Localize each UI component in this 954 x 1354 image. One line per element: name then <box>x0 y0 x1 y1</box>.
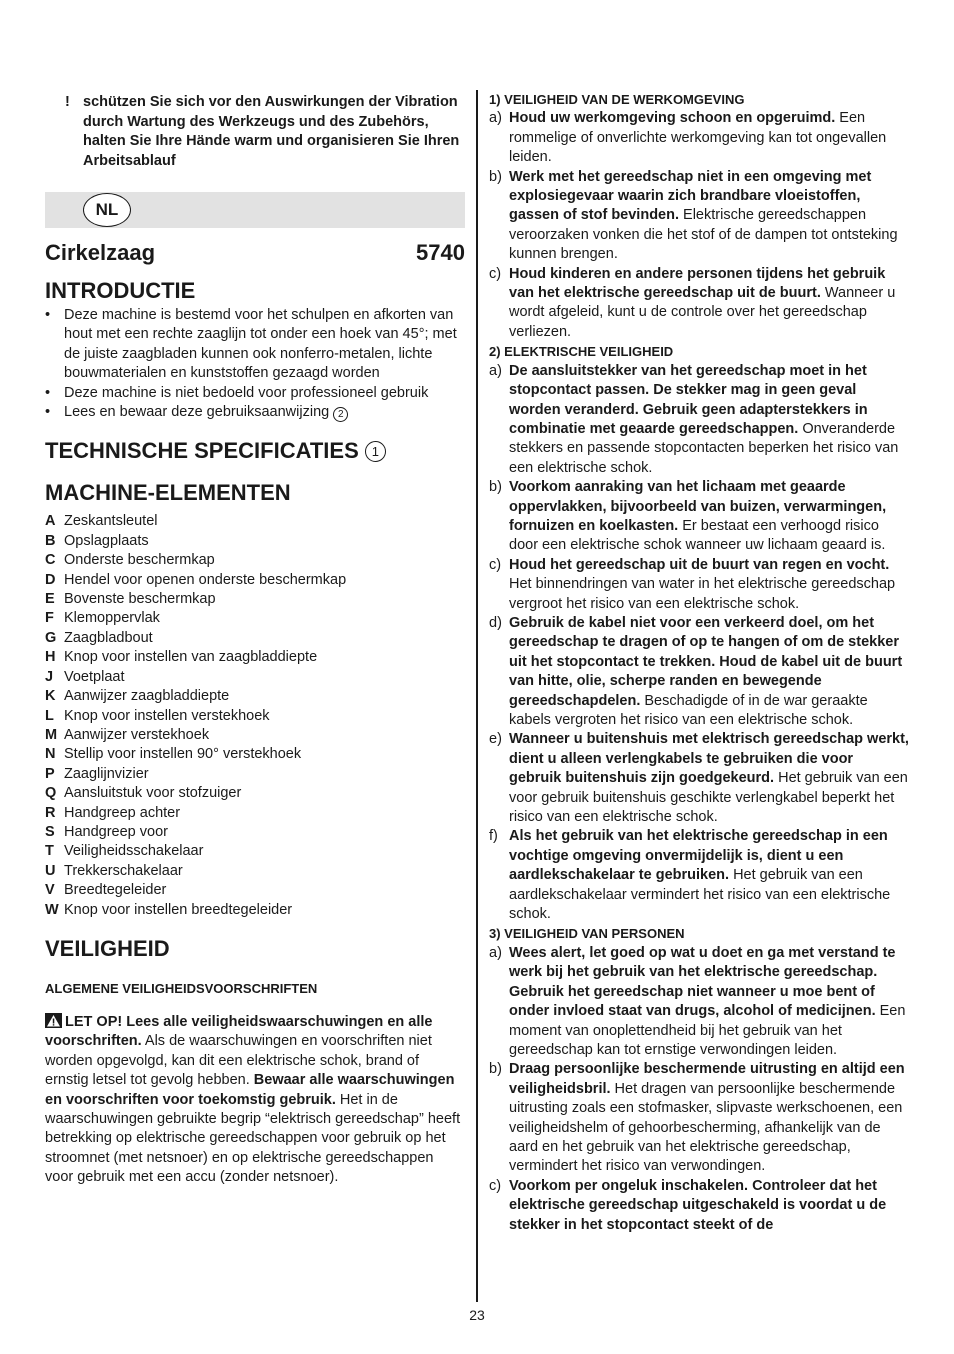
vibration-warning-text: schützen Sie sich vor den Auswirkungen der Vibration durch Wartung des Werkzeugs und des Zubehörs, halten Sie Ihre Hände warm und organisieren Sie Ihren Arbeitsablauf <box>83 94 460 169</box>
part-letter: C <box>45 552 56 569</box>
part-letter: A <box>45 513 56 530</box>
figure-ref: 1 <box>365 441 386 462</box>
machine-elements-heading: MACHINE-ELEMENTEN <box>45 480 291 506</box>
item-label: e) <box>489 731 502 748</box>
part-letter: T <box>45 843 54 860</box>
part-row <box>45 609 465 628</box>
parts-list <box>45 512 465 920</box>
part-letter: F <box>45 610 54 627</box>
list-item <box>489 1177 909 1235</box>
part-row <box>45 842 465 861</box>
list-item <box>489 556 909 614</box>
part-row <box>45 707 465 726</box>
product-title <box>45 240 465 266</box>
part-label: Voetplaat <box>64 668 125 685</box>
list-item <box>489 944 909 1060</box>
part-row <box>45 590 465 609</box>
part-row <box>45 648 465 667</box>
part-letter: D <box>45 571 56 588</box>
item-text: Voorkom aanraking van het lichaam met geaarde oppervlakken, bijvoorbeeld van buizen, verwarmingen, fornuizen en koelkasten. Er bestaat een verhoogd risico door een elektrische schok wanneer uw lichaam geaard is. <box>509 479 887 554</box>
part-label: Zeskantsleutel <box>64 513 158 530</box>
part-row <box>45 901 465 920</box>
item-label: c) <box>489 265 502 282</box>
section-2-list <box>489 362 909 925</box>
safety-intro-paragraph: LET OP! Lees alle veiligheidswaarschuwingen en alle voorschriften. Als de waarschuwingen en voorschriften niet worden opgevolgd, kan dit een elektrische schok, brand of ernstig letsel tot gevolg hebben. Bewaar alle waarschuwingen en voorschriften voor toekomstig gebruik. Het in de waarschuwingen gebruikte begrip “elektrisch gereedschap” heeft betrekking op elektrische gereedschappen voor gebruik op het stroomnet (met netsnoer) en op elektrische gereedschappen voor gebruik met een accu (zonder netsnoer). <box>45 1013 461 1186</box>
part-letter: S <box>45 823 55 840</box>
part-row <box>45 532 465 551</box>
part-label: Aanwijzer verstekhoek <box>64 726 210 743</box>
veiligheid-heading: VEILIGHEID <box>45 935 170 961</box>
part-row <box>45 745 465 764</box>
item-text: Draag persoonlijke beschermende uitrusting en altijd een veiligheidsbril. Het dragen van persoonlijke beschermende uitrusting zoals een stofmasker, slipvaste werkschoenen, een veiligheidshelm of gehoorbescherming, afhankelijk van de aard en het gebruik van het elektrische gereedschap, vermindert het risico van verwondingen. <box>509 1061 905 1175</box>
item-label: b) <box>489 479 502 496</box>
part-row <box>45 862 465 881</box>
part-label: Klemoppervlak <box>64 610 160 627</box>
part-label: Knop voor instellen breedtegeleider <box>64 901 293 918</box>
part-label: Opslagplaats <box>64 532 149 549</box>
introductie-list <box>45 306 465 422</box>
right-column <box>489 90 909 1235</box>
part-label: Zaagbladbout <box>64 629 153 646</box>
part-row <box>45 765 465 784</box>
part-letter: R <box>45 804 56 821</box>
item-label: b) <box>489 1061 502 1078</box>
product-number: 5740 <box>416 240 465 265</box>
figure-ref: 2 <box>333 407 348 422</box>
part-letter: P <box>45 765 55 782</box>
section-2-heading: 2) ELEKTRISCHE VEILIGHEID <box>489 344 674 360</box>
part-letter: W <box>45 901 59 918</box>
item-text: Voorkom per ongeluk inschakelen. Controleer dat het elektrische gereedschap uitgeschakeld is voordat u de stekker in het stopcontact steekt of de <box>509 1177 887 1233</box>
part-letter: N <box>45 746 56 763</box>
item-text: Houd uw werkomgeving schoon en opgeruimd. Een rommelige of onverlichte werkomgeving kan tot ongevallen leiden. <box>509 110 887 166</box>
part-letter: L <box>45 707 54 724</box>
part-letter: U <box>45 862 56 879</box>
section-1-heading: 1) VEILIGHEID VAN DE WERKOMGEVING <box>489 92 745 107</box>
product-name: Cirkelzaag <box>45 240 156 265</box>
item-text: Houd het gereedschap uit de buurt van regen en vocht. Het binnendringen van water in het elektrische gereedschap vergroot het risico van een elektrische schok. <box>509 556 896 612</box>
part-letter: B <box>45 532 56 549</box>
item-text: De aansluitstekker van het gereedschap moet in het stopcontact passen. De stekker mag in geen geval worden veranderd. Gebruik geen adapterstekkers in combinatie met geaarde gereedschappen. Onveranderde stekkers en passende stopcontacten beperken het risico van een elektrische schok. <box>509 362 899 476</box>
part-label: Knop voor instellen verstekhoek <box>64 707 270 724</box>
item-text: Werk met het gereedschap niet in een omgeving met explosiegevaar waarin zich brandbare vloeistoffen, gassen of stof bevinden. Elektrische gereedschappen veroorzaken vonken die het stof of de dampen tot ontsteking kunnen brengen. <box>509 168 898 263</box>
item-text: Wanneer u buitenshuis met elektrisch gereedschap werkt, dient u alleen verlengkabels te gebruiken die voor gebruik buitenshuis zijn goedgekeurd. Het gebruik van een voor gebruik buitenshuis geschikte verlengkabel beperkt het risico van een elektrische schok. <box>509 731 909 826</box>
part-letter: V <box>45 882 55 899</box>
list-item <box>489 168 909 265</box>
list-item <box>489 614 909 730</box>
part-row <box>45 629 465 648</box>
list-item: • Deze machine is bestemd voor het schulpen en afkorten van hout met een rechte zaaglijn tot onder een hoek van 45°; met de juiste zaagbladen kunnen ook nonferro-metalen, lichte bouwmaterialen en kunststoffen gezaagd worden <box>45 307 457 382</box>
section-3-list <box>489 944 909 1235</box>
list-item <box>489 362 909 478</box>
part-letter: G <box>45 629 57 646</box>
list-item <box>489 1060 909 1176</box>
item-label: a) <box>489 362 502 379</box>
part-label: Handgreep achter <box>64 804 181 821</box>
item-label: b) <box>489 168 502 185</box>
item-label: a) <box>489 944 502 961</box>
part-label: Trekkerschakelaar <box>64 862 183 879</box>
part-row <box>45 668 465 687</box>
list-item <box>489 730 909 827</box>
part-row <box>45 512 465 531</box>
specs-heading: TECHNISCHE SPECIFICATIES 1 <box>45 438 465 464</box>
part-label: Zaaglijnvizier <box>64 765 149 782</box>
left-column <box>45 90 465 1188</box>
part-label: Stellip voor instellen 90° verstekhoek <box>64 746 302 763</box>
vibration-warning <box>45 93 465 171</box>
part-row <box>45 804 465 823</box>
part-label: Bovenste beschermkap <box>64 591 216 608</box>
part-label: Knop voor instellen van zaagbladdiepte <box>64 649 318 666</box>
item-label: f) <box>489 828 498 845</box>
part-letter: E <box>45 591 55 608</box>
item-label: c) <box>489 1177 502 1194</box>
item-label: a) <box>489 110 502 127</box>
list-item <box>489 478 909 556</box>
item-text: Wees alert, let goed op wat u doet en ga met verstand te werk bij het gebruik van het elektrische gereedschap. Gebruik het gereedschap niet wanneer u moe bent of onder invloed staat van drugs, alcohol of medicijnen. Een moment van onoplettendheid bij het gebruik van het gereedschap kan tot ernstige verwondingen leiden. <box>509 944 906 1058</box>
part-letter: H <box>45 649 56 666</box>
part-label: Handgreep voor <box>64 823 168 840</box>
part-letter: M <box>45 726 58 743</box>
part-letter: Q <box>45 785 57 802</box>
section-3-heading: 3) VEILIGHEID VAN PERSONEN <box>489 926 685 942</box>
list-item <box>489 265 909 343</box>
part-row <box>45 784 465 803</box>
list-item: • Lees en bewaar deze gebruiksaanwijzing 2 <box>45 403 465 422</box>
part-label: Aansluitstuk voor stofzuiger <box>64 785 242 802</box>
language-bar <box>45 192 465 228</box>
part-row <box>45 571 465 590</box>
section-1-list <box>489 109 909 342</box>
item-label: d) <box>489 614 502 631</box>
part-letter: J <box>45 668 54 685</box>
part-row <box>45 823 465 842</box>
item-text: Houd kinderen en andere personen tijdens het gebruik van het elektrische gereedschap uit de buurt. Wanneer u wordt afgeleid, kunt u de controle over het gereedschap verliezen. <box>509 265 896 340</box>
part-letter: K <box>45 688 56 705</box>
part-label: Onderste beschermkap <box>64 552 215 569</box>
part-row <box>45 551 465 570</box>
warning-triangle-icon <box>45 1013 62 1028</box>
page-number: 23 <box>469 1307 485 1323</box>
part-row <box>45 881 465 900</box>
item-label: c) <box>489 556 502 573</box>
introductie-heading: INTRODUCTIE <box>45 278 196 303</box>
column-divider <box>476 90 478 1302</box>
part-label: Breedtegeleider <box>64 882 167 899</box>
part-row <box>45 726 465 745</box>
general-safety-subheading: ALGEMENE VEILIGHEIDSVOORSCHRIFTEN <box>45 980 318 996</box>
part-row <box>45 687 465 706</box>
part-label: Hendel voor openen onderste beschermkap <box>64 571 347 588</box>
language-badge: NL <box>83 193 131 227</box>
list-item: • Deze machine is niet bedoeld voor professioneel gebruik <box>45 384 429 401</box>
exclamation-mark: ! <box>65 94 70 110</box>
list-item <box>489 827 909 924</box>
list-item <box>489 109 909 167</box>
item-text: Als het gebruik van het elektrische gereedschap in een vochtige omgeving onvermijdelijk is, dient u een aardlekschakelaar te gebruiken. Het gebruik van een aardlekschakelaar vermindert het risico van een elektrische schok. <box>509 828 891 923</box>
part-label: Aanwijzer zaagbladdiepte <box>64 688 230 705</box>
item-text: Gebruik de kabel niet voor een verkeerd doel, om het gereedschap te dragen of op te hangen of om de stekker uit het stopcontact te trekken. Houd de kabel uit de buurt van hitte, olie, scherpe randen en bewegende gereedschapdelen. Beschadigde of in de war geraakte kabels vergroten het risico van een elektrische schok. <box>509 614 903 728</box>
part-label: Veiligheidsschakelaar <box>64 843 204 860</box>
